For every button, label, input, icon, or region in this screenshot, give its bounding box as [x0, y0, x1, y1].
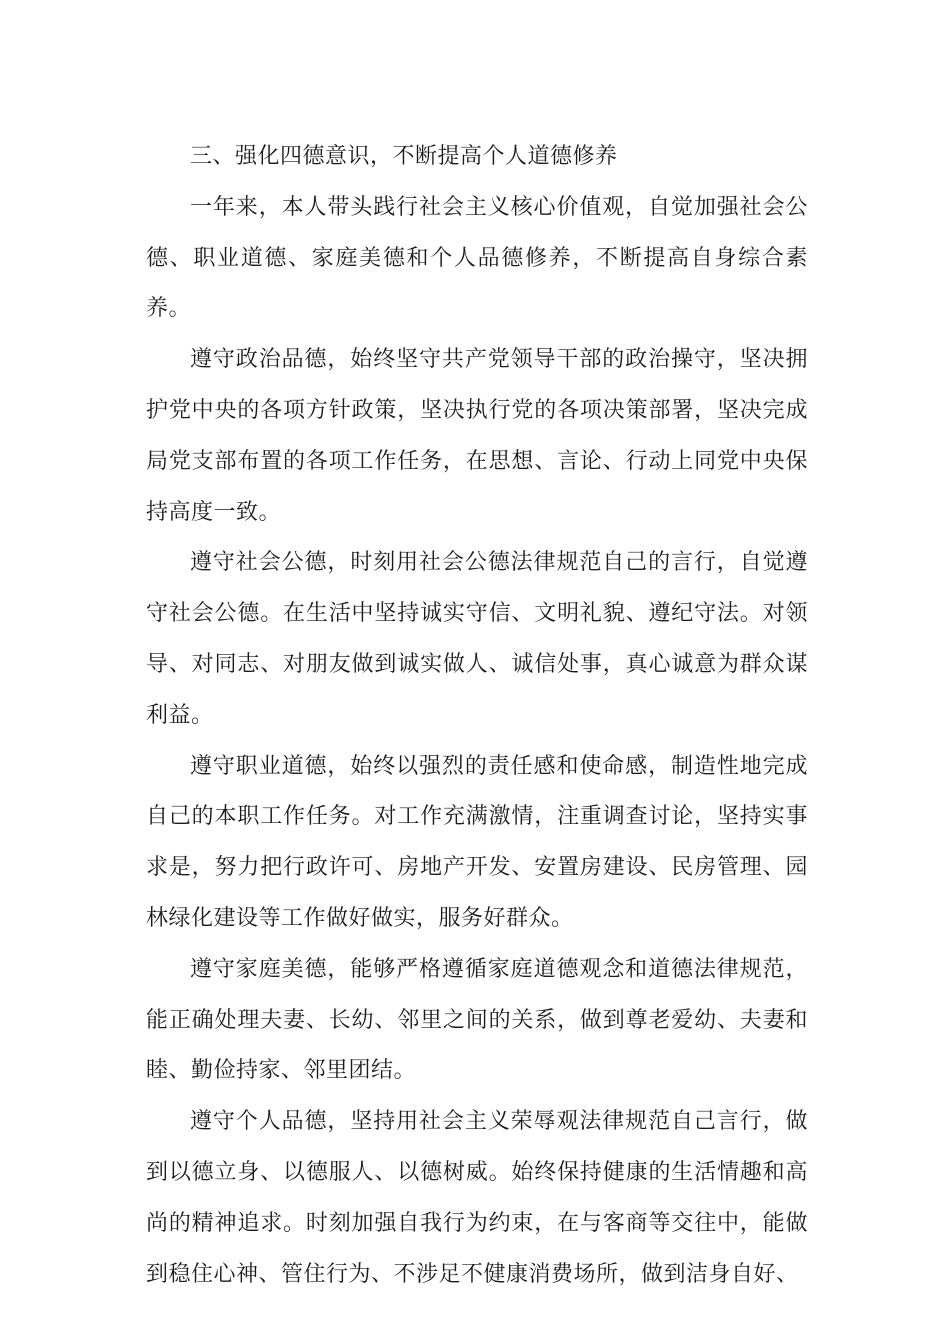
paragraph-personal-morality: 遵守个人品德，坚持用社会主义荣辱观法律规范自己言行，做到以德立身、以德服人、以德树威。始终保持健康的生活情趣和高尚的精神追求。时刻加强自我行为约束，在与客商等交往中，能做到稳住心神、管住行为、不涉足不健康消费场所，做到洁身自好、: [146, 1109, 808, 1287]
paragraph-family-virtues: 遵守家庭美德，能够严格遵循家庭道德观念和道德法律规范，能正确处理夫妻、长幼、邻里之间的关系，做到尊老爱幼、夫妻和睦、勤俭持家、邻里团结。: [146, 956, 808, 1084]
document-body: [146, 132, 808, 1300]
paragraph-political-ethics: 遵守政治品德，始终坚守共产党领导干部的政治操守，坚决拥护党中央的各项方针政策，坚决执行党的各项决策部署，坚决完成局党支部布置的各项工作任务，在思想、言论、行动上同党中央保持高度一致。: [146, 347, 808, 525]
paragraph-intro: 一年来，本人带头践行社会主义核心价值观，自觉加强社会公德、职业道德、家庭美德和个人品德修养，不断提高自身综合素养。: [146, 194, 808, 322]
paragraph-social-ethics: 遵守社会公德，时刻用社会公德法律规范自己的言行，自觉遵守社会公德。在生活中坚持诚实守信、文明礼貌、遵纪守法。对领导、对同志、对朋友做到诚实做人、诚信处事，真心诚意为群众谋利益。: [146, 550, 808, 728]
section-heading: 三、强化四德意识，不断提高个人道德修养: [190, 144, 618, 169]
paragraph-professional-ethics: 遵守职业道德，始终以强烈的责任感和使命感，制造性地完成自己的本职工作任务。对工作充满激情，注重调查讨论，坚持实事求是，努力把行政许可、房地产开发、安置房建设、民房管理、园林绿化建设等工作做好做实，服务好群众。: [146, 753, 808, 931]
